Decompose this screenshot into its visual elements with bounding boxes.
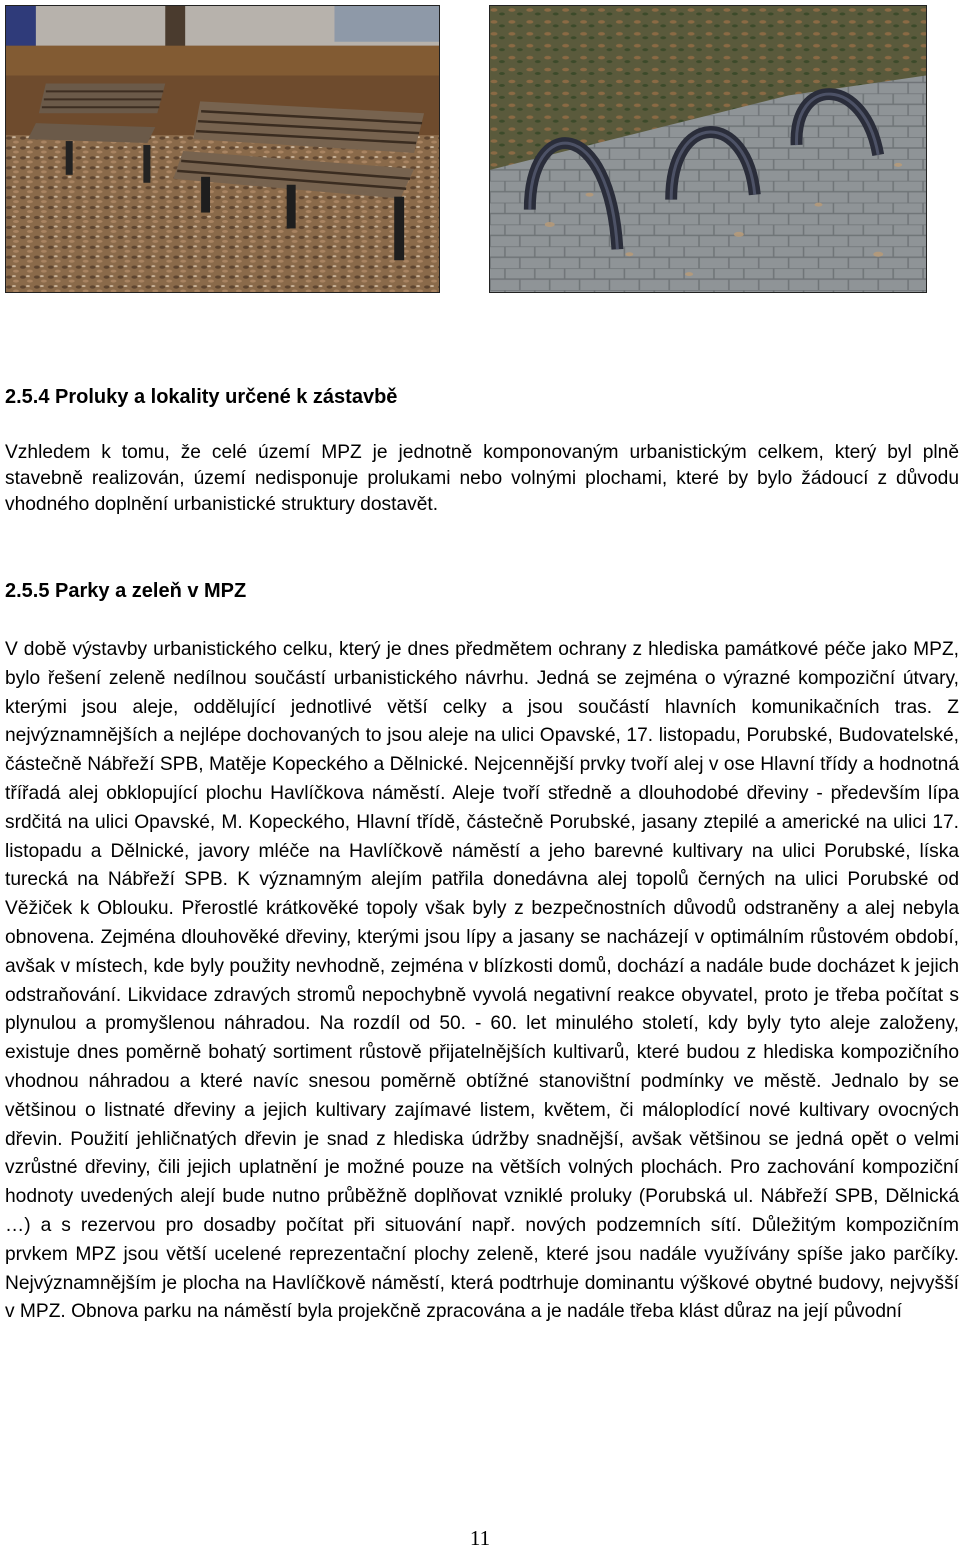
page-number: 11 — [469, 1526, 491, 1550]
bicycle-racks-photo — [489, 5, 927, 293]
park-benches-photo — [5, 5, 440, 293]
paragraph-parky: V době výstavby urbanistického celku, který je dnes předmětem ochrany z hlediska památkové péče jako MPZ, bylo řešení zeleně nedílnou součástí urbanistického návrhu. Jedná se zejména o výrazné kompoziční útvary, kterými jsou aleje, oddělující jednotlivé větší celky a jsou součástí hlavních komunikačních tras. Z nejvýznamnějších a nejlépe dochovaných to jsou aleje na ulici Opavské, 17. listopadu, Porubské, Budovatelské, částečně Nábřeží SPB, Matěje Kopeckého a Dělnické. Nejcennější prvky tvoří alej v ose Hlavní třídy a hodnotná třířadá alej obklopující plochu Havlíčkova náměstí. Aleje tvoří středně a dlouhodobé dřeviny - především lípa srdčitá na ulici Opavské, M. Kopeckého, Hlavní třídě, částečně Porubské, jasany ztepilé a americké na ulici 17. listopadu a Dělnické, javory mléče na Havlíčkově náměstí a jeho barevné kultivary na ulici Porubské, líska turecká na Nábřeží SPB. K významným alejím patřila donedávna alej topolů černých na ulici Porubské od Věžiček k Oblouku. Přerostlé krátkověké topoly však byly z bezpečnostních důvodů odstraněny a alej nebyla obnovena. Zejména dlouhověké dřeviny, kterými jsou lípy a jasany se nacházejí v optimálním růstovém období, avšak v místech, kde byly použity nevhodně, zejména v blízkosti domů, dochází a nadále bude docházet k jejich odstraňování. Likvidace zdravých stromů nepochybně vyvolá negativní reakce obyvatel, proto je třeba počítat s plynulou a promyšlenou náhradou. Na rozdíl od 50. - 60. let minulého století, kdy byly tyto aleje založeny, existuje dnes poměrně bohatý sortiment růstově přijatelnějších kultivarů, které budou z hlediska kompozičního vhodnou náhradou a které navíc snesou poměrně obtížné stanovištní podmínky ve městě. Jednalo by se většinou o listnaté dřeviny a jejich kultivary zajímavé listem, květem, či máloplodící nové kultivary ovocných dřevin. Použití jehličnatých dřevin je snad z hlediska údržby snadnější, avšak většinou se jedná opět o velmi vzrůstné dřeviny, čili jejich uplatnění je možné pouze na větších volných plochách. Pro zachování kompoziční hodnoty uvedených alejí bude nutno průběžně doplňovat vzniklé proluky (Porubská ul. Nábřeží SPB, Dělnická …) a s rezervou pro dosadby počítat při situování např. nových podzemních sítí. Důležitým kompozičním prvkem MPZ jsou větší ucelené reprezentační plochy zeleně, které jsou nadále využívány spíše jako parčíky. Nejvýznamnějším je plocha na Havlíčkově náměstí, která podtrhuje dominantu výškové obytné budovy, nejvyšší v MPZ. Obnova parku na náměstí byla projekčně zpracována a je nadále třeba klást důraz na její původní — [5, 639, 959, 1323]
section-heading-parky: 2.5.5 Parky a zeleň v MPZ — [5, 580, 247, 602]
paragraph-proluky: Vzhledem k tomu, že celé území MPZ je jednotně komponovaným urbanistickým celkem, který byl plně stavebně realizován, území nedisponuje prolukami nebo volnými plochami, které by bylo žádoucí z důvodu vhodného doplnění urbanistické struktury dostavět. — [5, 442, 959, 515]
section-heading-proluky: 2.5.4 Proluky a lokality určené k zástavbě — [5, 386, 398, 408]
